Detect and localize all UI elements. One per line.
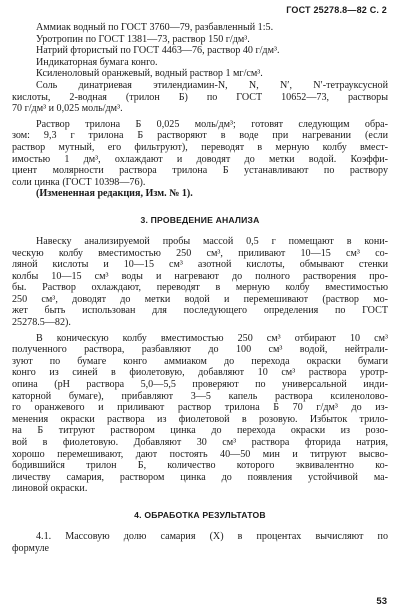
revision-note: (Измененная редакция, Изм. № 1). [36, 188, 193, 200]
para2-line: линовой окраски. [12, 483, 88, 495]
trilon-line: Соль динатриевая этилендиамин-N, N, N′, N′-тетрауксусной [36, 79, 388, 91]
para1-line: ческую колбу вместимостью 250 см³, приливают 10—15 см³ со- [12, 247, 388, 259]
prep-line: имостью 1 дм³, охлаждают и доводят до метки водой. Коэффи- [12, 153, 388, 165]
para2-line: каторной бумаге), прибавляют 3—5 капель раствора ксиленолово- [12, 390, 388, 402]
para2-line: вой в фиолетовую. Добавляют 30 см³ раствора фторида натрия, [12, 437, 388, 448]
para2-line: личеству самария, раствором цинка до появления устойчивой ма- [12, 471, 388, 483]
para1-line: 25278.5—82). [12, 317, 71, 329]
trilon-line: кислоты, 2-водная (трилон Б) по ГОСТ 10652—73, растворы [12, 91, 388, 103]
para2-line: полученного раствора, разбавляют до 100 см³ водой, нейтрали- [12, 344, 388, 356]
para2-line: зуют по бумаге конго аммиаком до перехода окраски бумаги [12, 355, 388, 367]
para2-line: на Б титруют раствором цинка до перехода окраски из розо- [12, 425, 388, 437]
reagent-urotropin: Уротропин по ГОСТ 1381—73, раствор 150 г/дм³. [36, 33, 250, 45]
prep-line: зом: 9,3 г трилона Б растворяют в воде при нагревании (если [12, 130, 388, 142]
reagent-congo-paper: Индикаторная бумага конго. [36, 56, 158, 68]
para1-line: ляной кислоты и 10—15 см³ азотной кислоты, обмывают стенки [12, 259, 388, 271]
para2-line: бодившийся трилон Б, количество которого эквивалентно ко- [12, 460, 388, 472]
section-3-title: 3. ПРОВЕДЕНИЕ АНАЛИЗА [140, 214, 260, 225]
prep-line: раствор мутный, его фильтруют), переводят в мерную колбу вмест- [12, 141, 388, 153]
trilon-line: 70 г/дм³ и 0,025 моль/дм³. [12, 103, 123, 115]
reagent-ammonia: Аммиак водный по ГОСТ 3760—79, разбавленный 1:5. [36, 22, 274, 33]
para3-line: 4.1. Массовую долю самария (X) в процентах вычисляют по [36, 530, 388, 542]
prep-line: Раствор трилона Б 0,025 моль/дм³; готовят следующим обра- [36, 118, 388, 130]
para2-line: конго из синей в фиолетовую, добавляют 10 см³ раствора уротр- [12, 367, 388, 379]
reagent-sodium-fluoride: Натрий фтористый по ГОСТ 4463—76, раствор 40 г/дм³. [36, 45, 280, 57]
para2-line: го оранжевого и приливают раствор трилона Б 70 г/дм³ до из- [12, 402, 388, 414]
para1-line: Навеску анализируемой пробы массой 0,5 г помещают в кони- [36, 235, 388, 247]
para1-line: 250 см³, доводят до метки водой и перемешивают (раствор мо- [12, 293, 388, 305]
para2-line: В коническую колбу вместимостью 250 см³ отбирают 10 см³ [36, 332, 388, 344]
para2-line: менения окраски раствора из фиолетовой в розовую. Избыток трило- [12, 413, 388, 425]
section-4-title: 4. ОБРАБОТКА РЕЗУЛЬТАТОВ [134, 509, 266, 520]
reagent-xylenol-orange: Ксиленоловый оранжевый, водный раствор 1 мг/см³. [36, 68, 263, 80]
para2-line: хорошо перемешивают, дают постоять 40—50 мин и титруют высво- [12, 448, 388, 460]
page-number: 53 [376, 596, 387, 607]
para2-line: опина (pH раствора 5,0—5,5 проверяют по универсальной инди- [12, 379, 388, 391]
page-content [12, 22, 388, 554]
para1-line: жет быть использован для последующего определения по ГОСТ [12, 305, 388, 317]
para1-line: бы. Раствор охлаждают, переводят в мерную колбу вместимостью [12, 282, 388, 294]
page-header: ГОСТ 25278.8—82 С. 2 [286, 5, 387, 15]
prep-line: соли цинка (ГОСТ 10398—76). [12, 176, 146, 188]
prep-line: циент молярности раствора трилона Б устанавливают по раствору [12, 165, 388, 177]
para3-line: формуле [12, 542, 49, 554]
para1-line: колбы 10—15 см³ воды и нагревают до полного растворения про- [12, 270, 388, 282]
